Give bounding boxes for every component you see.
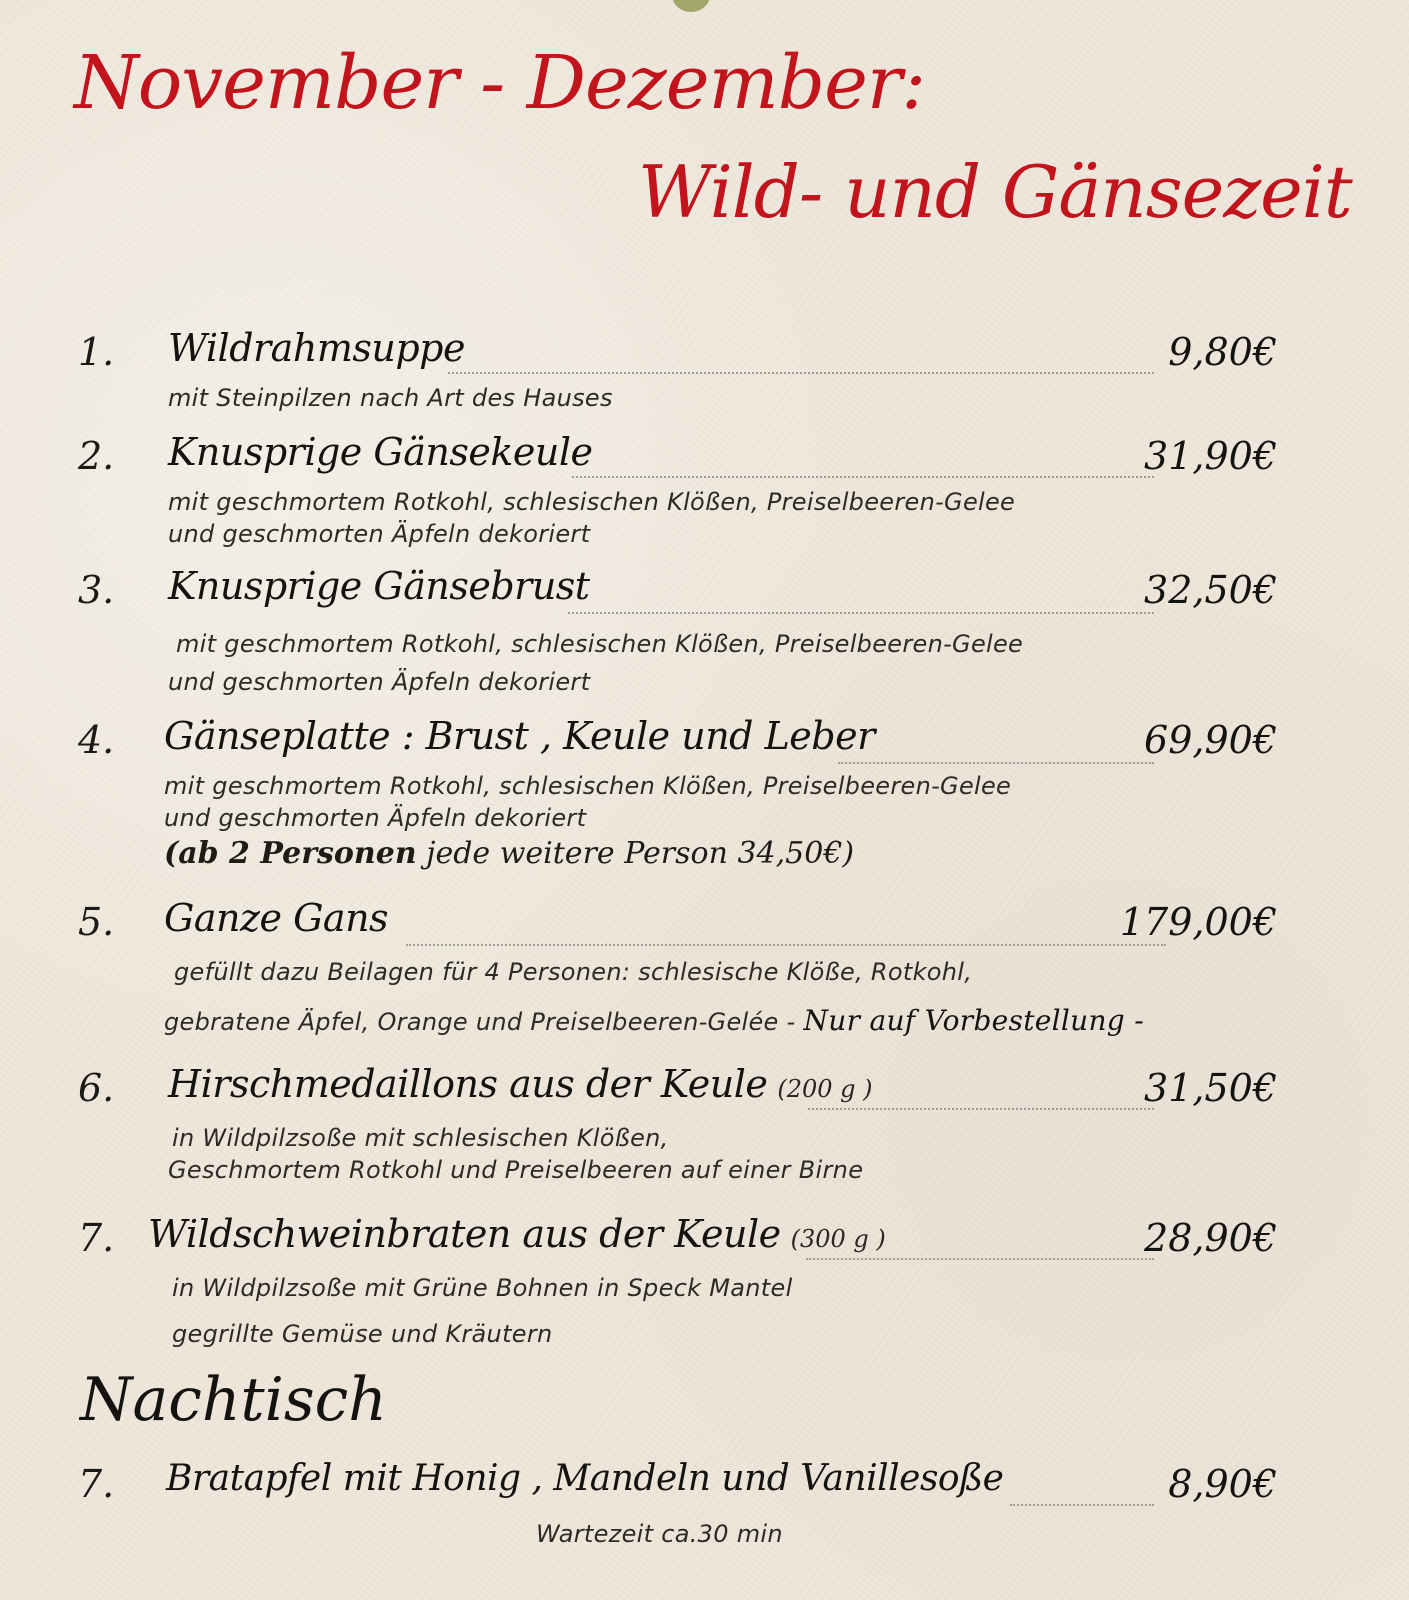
dish-description: mit geschmortem Rotkohl, schlesischen Klößen, Preiselbeeren-Gelee: [164, 772, 1012, 800]
menu-title-season: Wild- und Gänsezeit: [638, 150, 1352, 234]
dot-leader: [806, 1258, 1154, 1260]
dish-name: Wildrahmsuppe: [168, 326, 465, 370]
dish-description: in Wildpilzsoße mit schlesischen Klößen,: [172, 1124, 669, 1152]
grape-leaf-decoration: [672, 0, 710, 12]
dish-description-line2: Geschmortem Rotkohl und Preiselbeeren auf einer Birne: [168, 1156, 864, 1184]
item-number: 7.: [78, 1462, 115, 1506]
extra-person-note-rest: jede weitere Person 34,50€): [416, 836, 855, 871]
dish-description: in Wildpilzsoße mit Grüne Bohnen in Speck Mantel: [172, 1274, 793, 1302]
dot-leader: [572, 476, 1154, 478]
dish-price: 31,90€: [1144, 434, 1277, 478]
menu-title-dates: November - Dezember:: [74, 40, 926, 126]
item-number: 1.: [78, 330, 115, 374]
extra-person-note-bold: (ab 2 Personen: [164, 836, 417, 871]
item-number: 5.: [78, 900, 115, 944]
item-number: 7.: [78, 1216, 115, 1260]
dish-description: gefüllt dazu Beilagen für 4 Personen: schlesische Klöße, Rotkohl,: [174, 958, 973, 986]
dish-name-text: Wildschweinbraten aus der Keule: [148, 1212, 781, 1256]
dish-name: [148, 1212, 886, 1256]
dish-name: Knusprige Gänsebrust: [168, 564, 590, 608]
dish-name: [168, 1062, 873, 1106]
dish-description: Wartezeit ca.30 min: [536, 1520, 783, 1548]
dish-description: mit Steinpilzen nach Art des Hauses: [168, 384, 613, 412]
section-heading-dessert: Nachtisch: [80, 1365, 387, 1435]
dish-weight: (300 g ): [790, 1225, 886, 1253]
dish-description-line2: gegrillte Gemüse und Kräutern: [172, 1320, 553, 1348]
dot-leader: [406, 944, 1166, 946]
preorder-note: Nur auf Vorbestellung -: [803, 1004, 1144, 1037]
dish-price: 8,90€: [1168, 1462, 1277, 1506]
dish-description-line2: [164, 1004, 1144, 1037]
extra-person-note: [164, 836, 854, 871]
dish-weight: (200 g ): [777, 1075, 873, 1103]
item-number: 2.: [78, 434, 115, 478]
item-number: 3.: [78, 568, 115, 612]
dish-description-line2-text: gebratene Äpfel, Orange und Preiselbeeren-Gelée -: [164, 1008, 804, 1036]
dish-name: Bratapfel mit Honig , Mandeln und Vanillesoße: [166, 1458, 1004, 1499]
dish-name: Gänseplatte : Brust , Keule und Leber: [164, 714, 875, 758]
dish-description-line2: und geschmorten Äpfeln dekoriert: [168, 520, 591, 548]
dish-price: 179,00€: [1119, 900, 1277, 944]
dish-price: 69,90€: [1144, 718, 1277, 762]
dot-leader: [838, 762, 1154, 764]
dish-description: mit geschmortem Rotkohl, schlesischen Klößen, Preiselbeeren-Gelee: [168, 488, 1016, 516]
dot-leader: [808, 1108, 1154, 1110]
dot-leader: [568, 612, 1154, 614]
dish-price: 32,50€: [1144, 568, 1277, 612]
dish-price: 31,50€: [1144, 1066, 1277, 1110]
dish-price: 28,90€: [1144, 1216, 1277, 1260]
dot-leader: [448, 372, 1154, 374]
dot-leader: [1010, 1504, 1154, 1506]
dish-name-text: Hirschmedaillons aus der Keule: [168, 1062, 768, 1106]
dish-description: mit geschmortem Rotkohl, schlesischen Klößen, Preiselbeeren-Gelee: [176, 630, 1024, 658]
dish-description-line2: und geschmorten Äpfeln dekoriert: [164, 804, 587, 832]
item-number: 6.: [78, 1066, 115, 1110]
item-number: 4.: [78, 718, 115, 762]
dish-price: 9,80€: [1168, 330, 1277, 374]
dish-name: Ganze Gans: [164, 896, 389, 940]
dish-name: Knusprige Gänsekeule: [168, 430, 593, 474]
dish-description-line2: und geschmorten Äpfeln dekoriert: [168, 668, 591, 696]
